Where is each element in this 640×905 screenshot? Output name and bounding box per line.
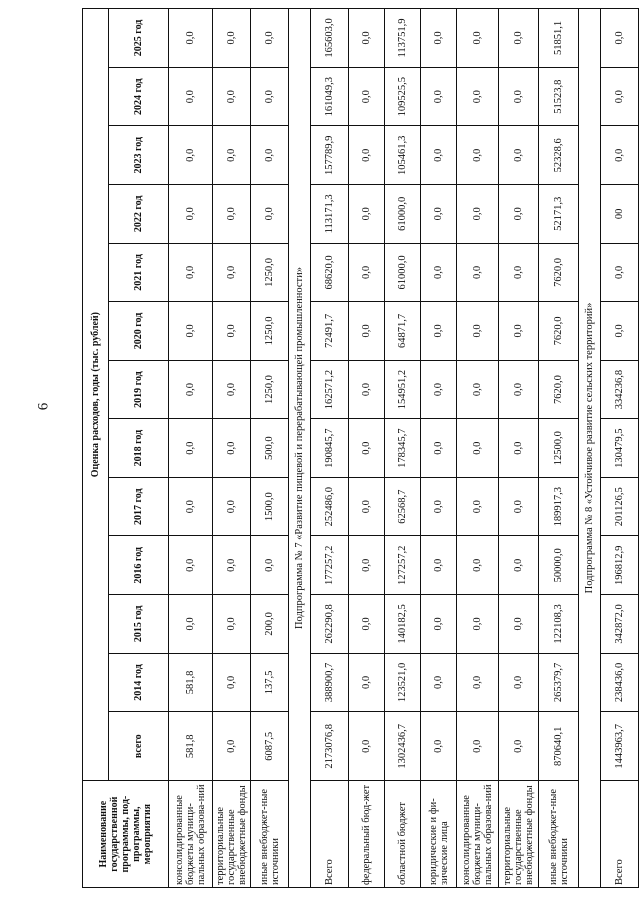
cell-value: 0,0: [421, 536, 457, 595]
cell-value: 0,0: [349, 653, 385, 712]
table-row: [169, 9, 213, 888]
row-label: территориальные государственные внебюджетные фонды: [213, 781, 251, 888]
cell-value: 0,0: [251, 185, 289, 244]
cell-value: 581,8: [169, 653, 213, 712]
cell-value: 0,0: [457, 536, 499, 595]
cell-value: 0,0: [457, 477, 499, 536]
table-row: [251, 9, 289, 888]
cell-value: 177257,2: [311, 536, 349, 595]
cell-value: 334236,8: [601, 360, 639, 419]
cell-value: 0,0: [421, 67, 457, 126]
cell-value: 0,0: [213, 712, 251, 781]
cell-value: 870640,1: [539, 712, 579, 781]
cell-value: 500,0: [251, 419, 289, 478]
cell-value: 0,0: [421, 185, 457, 244]
name-column-header: Наименование государственной программы, под-программы, мероприятия: [83, 781, 169, 888]
cell-value: 0,0: [251, 67, 289, 126]
cell-value: 0,0: [499, 302, 539, 361]
cell-value: 137,5: [251, 653, 289, 712]
cell-value: 0,0: [457, 302, 499, 361]
cell-value: 64871,7: [385, 302, 421, 361]
year-header-9: 2022 год: [109, 185, 169, 244]
cell-value: 0,0: [421, 595, 457, 654]
cell-value: 61000,0: [385, 185, 421, 244]
cell-value: 0,0: [457, 712, 499, 781]
cell-value: 0,0: [499, 67, 539, 126]
cell-value: 342872,0: [601, 595, 639, 654]
cell-value: 0,0: [421, 360, 457, 419]
estimate-header: Оценка расходов, годы (тыс. рублей): [83, 9, 109, 781]
cell-value: 0,0: [499, 185, 539, 244]
cell-value: 0,0: [421, 477, 457, 536]
cell-value: 140182,5: [385, 595, 421, 654]
year-header-7: 2020 год: [109, 302, 169, 361]
cell-value: 0,0: [251, 536, 289, 595]
cell-value: 0,0: [499, 712, 539, 781]
cell-value: 0,0: [213, 185, 251, 244]
year-header-8: 2021 год: [109, 243, 169, 302]
cell-value: 0,0: [457, 360, 499, 419]
cell-value: 0,0: [349, 712, 385, 781]
subprogram-title: Подпрограмма № 8 «Устойчивое развитие сельских территорий»: [579, 9, 601, 888]
cell-value: 0,0: [601, 67, 639, 126]
cell-value: 0,0: [349, 360, 385, 419]
cell-value: 12500,0: [539, 419, 579, 478]
cell-value: 0,0: [213, 477, 251, 536]
table-row: [213, 9, 251, 888]
cell-value: 0,0: [349, 595, 385, 654]
subprogram-row: [289, 9, 311, 888]
cell-value: 265379,7: [539, 653, 579, 712]
table-row: [421, 9, 457, 888]
year-header-6: 2019 год: [109, 360, 169, 419]
cell-value: 123521,0: [385, 653, 421, 712]
cell-value: 0,0: [457, 419, 499, 478]
cell-value: 0,0: [499, 243, 539, 302]
row-label: иные внебюджет-ные источники: [539, 781, 579, 888]
cell-value: 0,0: [457, 9, 499, 68]
cell-value: 154951,2: [385, 360, 421, 419]
cell-value: 1500,0: [251, 477, 289, 536]
cell-value: 0,0: [349, 126, 385, 185]
year-header-11: 2024 год: [109, 67, 169, 126]
cell-value: 0,0: [601, 9, 639, 68]
header-row-years: [109, 9, 169, 888]
table-body: [169, 9, 639, 888]
cell-value: 0,0: [169, 477, 213, 536]
cell-value: 52171,3: [539, 185, 579, 244]
cell-value: 0,0: [601, 302, 639, 361]
cell-value: 0,0: [499, 653, 539, 712]
cell-value: 189917,3: [539, 477, 579, 536]
row-label: Всего: [601, 781, 639, 888]
expense-table: [82, 8, 639, 888]
cell-value: 1443963,7: [601, 712, 639, 781]
cell-value: 0,0: [457, 185, 499, 244]
cell-value: 0,0: [601, 126, 639, 185]
year-header-4: 2017 год: [109, 477, 169, 536]
cell-value: 0,0: [213, 536, 251, 595]
year-header-2: 2015 год: [109, 595, 169, 654]
cell-value: 0,0: [213, 9, 251, 68]
cell-value: 00: [601, 185, 639, 244]
year-header-0: всего: [109, 712, 169, 781]
cell-value: 262290,8: [311, 595, 349, 654]
row-label: федеральный бюд-жет: [349, 781, 385, 888]
cell-value: 0,0: [169, 9, 213, 68]
cell-value: 0,0: [601, 243, 639, 302]
cell-value: 0,0: [421, 302, 457, 361]
cell-value: 0,0: [349, 536, 385, 595]
cell-value: 0,0: [169, 536, 213, 595]
cell-value: 0,0: [457, 243, 499, 302]
cell-value: 105461,3: [385, 126, 421, 185]
cell-value: 51851,1: [539, 9, 579, 68]
cell-value: 68620,0: [311, 243, 349, 302]
cell-value: 0,0: [499, 126, 539, 185]
cell-value: 7620,0: [539, 360, 579, 419]
cell-value: 1250,0: [251, 302, 289, 361]
cell-value: 0,0: [213, 360, 251, 419]
row-label: областной бюджет: [385, 781, 421, 888]
table-row: [539, 9, 579, 888]
table-row: [311, 9, 349, 888]
cell-value: 130479,5: [601, 419, 639, 478]
cell-value: 0,0: [169, 360, 213, 419]
cell-value: 7620,0: [539, 302, 579, 361]
header-row-estimate: [83, 9, 109, 888]
cell-value: 1250,0: [251, 360, 289, 419]
cell-value: 0,0: [499, 477, 539, 536]
cell-value: 165603,0: [311, 9, 349, 68]
cell-value: 50000,0: [539, 536, 579, 595]
cell-value: 0,0: [213, 595, 251, 654]
cell-value: 0,0: [349, 9, 385, 68]
year-header-5: 2018 год: [109, 419, 169, 478]
table-row: [601, 9, 639, 888]
table-row: [385, 9, 421, 888]
table-row: [457, 9, 499, 888]
cell-value: 157789,9: [311, 126, 349, 185]
cell-value: 1250,0: [251, 243, 289, 302]
cell-value: 0,0: [457, 67, 499, 126]
cell-value: 0,0: [213, 126, 251, 185]
row-label: территориальные государственные внебюджетные фонды: [499, 781, 539, 888]
cell-value: 0,0: [213, 653, 251, 712]
cell-value: 0,0: [421, 126, 457, 185]
cell-value: 0,0: [169, 302, 213, 361]
cell-value: 0,0: [499, 360, 539, 419]
row-label: Всего: [311, 781, 349, 888]
row-label: консолидированные бюджеты муници-пальных образова-ний: [169, 781, 213, 888]
cell-value: 0,0: [421, 9, 457, 68]
cell-value: 200,0: [251, 595, 289, 654]
row-label: юридические и фи-зические лица: [421, 781, 457, 888]
cell-value: 0,0: [421, 243, 457, 302]
cell-value: 252486,0: [311, 477, 349, 536]
cell-value: 0,0: [169, 126, 213, 185]
cell-value: 7620,0: [539, 243, 579, 302]
cell-value: 0,0: [349, 243, 385, 302]
cell-value: 0,0: [421, 712, 457, 781]
cell-value: 0,0: [499, 536, 539, 595]
year-header-12: 2025 год: [109, 9, 169, 68]
cell-value: 0,0: [499, 595, 539, 654]
cell-value: 0,0: [349, 419, 385, 478]
cell-value: 0,0: [251, 9, 289, 68]
cell-value: 0,0: [169, 243, 213, 302]
cell-value: 581,8: [169, 712, 213, 781]
subprogram-title: Подпрограмма № 7 «Развитие пищевой и перерабатывающей промышленности»: [289, 9, 311, 888]
cell-value: 127257,2: [385, 536, 421, 595]
cell-value: 6087,5: [251, 712, 289, 781]
cell-value: 122108,3: [539, 595, 579, 654]
cell-value: 0,0: [213, 302, 251, 361]
cell-value: 0,0: [457, 126, 499, 185]
cell-value: 62568,7: [385, 477, 421, 536]
cell-value: 0,0: [213, 419, 251, 478]
cell-value: 1302436,7: [385, 712, 421, 781]
cell-value: 0,0: [421, 653, 457, 712]
cell-value: 113171,3: [311, 185, 349, 244]
cell-value: 0,0: [499, 419, 539, 478]
year-header-3: 2016 год: [109, 536, 169, 595]
cell-value: 162571,2: [311, 360, 349, 419]
year-header-10: 2023 год: [109, 126, 169, 185]
cell-value: 0,0: [169, 595, 213, 654]
rotated-table-container: [82, 8, 625, 888]
cell-value: 61000,0: [385, 243, 421, 302]
page-number: 6: [35, 402, 52, 411]
cell-value: 0,0: [213, 243, 251, 302]
cell-value: 201126,5: [601, 477, 639, 536]
cell-value: 0,0: [251, 126, 289, 185]
cell-value: 196812,9: [601, 536, 639, 595]
cell-value: 0,0: [349, 302, 385, 361]
cell-value: 388900,7: [311, 653, 349, 712]
subprogram-row: [579, 9, 601, 888]
cell-value: 161049,3: [311, 67, 349, 126]
cell-value: 190845,7: [311, 419, 349, 478]
cell-value: 0,0: [421, 419, 457, 478]
cell-value: 113751,9: [385, 9, 421, 68]
cell-value: 0,0: [499, 9, 539, 68]
cell-value: 72491,7: [311, 302, 349, 361]
cell-value: 0,0: [457, 595, 499, 654]
table-row: [349, 9, 385, 888]
cell-value: 0,0: [169, 67, 213, 126]
cell-value: 178345,7: [385, 419, 421, 478]
cell-value: 2173076,8: [311, 712, 349, 781]
cell-value: 0,0: [349, 477, 385, 536]
table-row: [499, 9, 539, 888]
year-header-1: 2014 год: [109, 653, 169, 712]
row-label: консолидированные бюджеты муници-пальных образова-ний: [457, 781, 499, 888]
cell-value: 109525,5: [385, 67, 421, 126]
cell-value: 0,0: [169, 419, 213, 478]
row-label: иные внебюджет-ные источники: [251, 781, 289, 888]
cell-value: 0,0: [349, 185, 385, 244]
cell-value: 0,0: [169, 185, 213, 244]
cell-value: 51523,8: [539, 67, 579, 126]
cell-value: 0,0: [349, 67, 385, 126]
cell-value: 238436,0: [601, 653, 639, 712]
cell-value: 52328,6: [539, 126, 579, 185]
cell-value: 0,0: [457, 653, 499, 712]
cell-value: 0,0: [213, 67, 251, 126]
